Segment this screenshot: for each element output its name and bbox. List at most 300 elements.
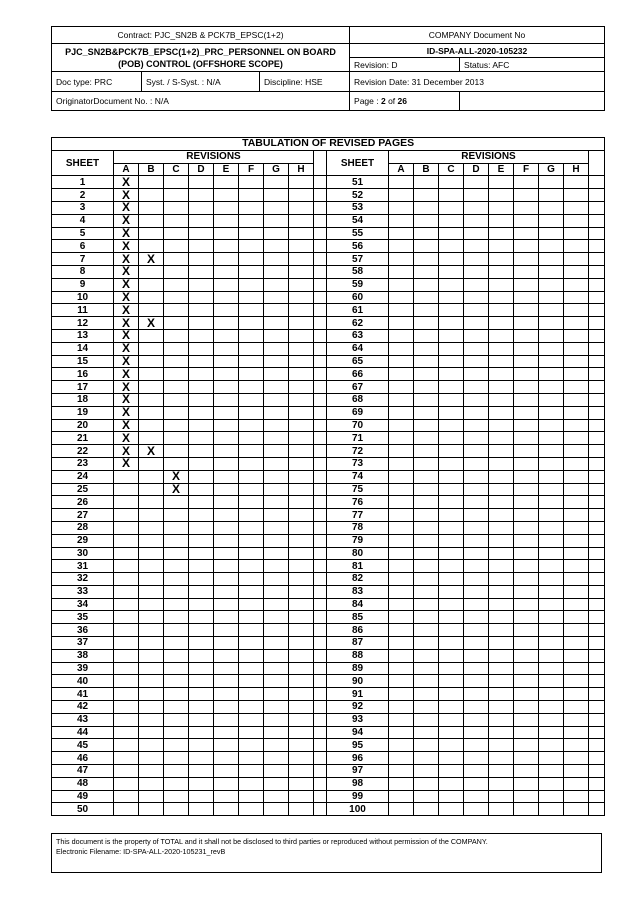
revision-cell [514, 560, 539, 573]
revision-cell [464, 227, 489, 240]
revision-cell [239, 432, 264, 445]
spacer-cell [314, 726, 327, 739]
revision-cell [439, 253, 464, 266]
revision-cell [514, 393, 539, 406]
revision-cell [489, 675, 514, 688]
revision-cell [564, 368, 589, 381]
revision-cell [414, 355, 439, 368]
spacer-cell [589, 419, 605, 432]
revision-cell [464, 547, 489, 560]
revision-cell [514, 521, 539, 534]
sheet-number: 62 [327, 317, 389, 330]
sheet-number: 39 [52, 662, 114, 675]
revision-cell [564, 573, 589, 586]
revision-cell [139, 560, 164, 573]
revision-cell [414, 598, 439, 611]
revision-cell [564, 214, 589, 227]
revision-cell [539, 381, 564, 394]
revision-cell [239, 547, 264, 560]
sheet-number: 93 [327, 713, 389, 726]
revision-cell [514, 432, 539, 445]
revision-cell [189, 598, 214, 611]
spacer-cell [589, 214, 605, 227]
revision-cell [414, 726, 439, 739]
revision-cell [164, 688, 189, 701]
spacer-cell [314, 688, 327, 701]
sheet-number: 85 [327, 611, 389, 624]
revision-cell [539, 611, 564, 624]
revision-cell [164, 445, 189, 458]
revision-cell [514, 739, 539, 752]
table-row [52, 291, 605, 304]
revision-cell [214, 573, 239, 586]
revision-cell [289, 291, 314, 304]
sheet-number: 97 [327, 765, 389, 778]
revision-cell [114, 573, 139, 586]
revision-cell [139, 265, 164, 278]
revision-column-h-left: H [289, 163, 314, 176]
revision-cell [389, 701, 414, 714]
revision-cell [464, 240, 489, 253]
revision-cell [389, 790, 414, 803]
revision-cell [239, 662, 264, 675]
revision-cell [439, 739, 464, 752]
table-row [52, 701, 605, 714]
revision-cell [389, 470, 414, 483]
revision-cell [264, 726, 289, 739]
revision-cell [514, 701, 539, 714]
revision-cell [189, 432, 214, 445]
document-title: PJC_SN2B&PCK7B_EPSC(1+2)_PRC_PERSONNEL ON BOARD (POB) CONTROL (OFFSHORE SCOPE) [52, 44, 350, 72]
revision-cell [214, 227, 239, 240]
revision-cell [489, 701, 514, 714]
revision-column-f-right: F [514, 163, 539, 176]
revision-cell [289, 432, 314, 445]
revision-cell [464, 560, 489, 573]
revision-cell [214, 470, 239, 483]
revision-cell [289, 227, 314, 240]
revision-cell [289, 534, 314, 547]
revision-cell [439, 649, 464, 662]
table-row [52, 445, 605, 458]
revision-cell [214, 637, 239, 650]
sheet-number: 65 [327, 355, 389, 368]
revision-cell [264, 483, 289, 496]
revision-cell [539, 534, 564, 547]
revision-cell [539, 585, 564, 598]
revision-cell [164, 291, 189, 304]
revision-cell [239, 573, 264, 586]
revision-cell [214, 265, 239, 278]
revision-cell [239, 176, 264, 189]
revision-cell [164, 765, 189, 778]
sheet-number: 24 [52, 470, 114, 483]
revision-cell [464, 355, 489, 368]
revision-cell [564, 176, 589, 189]
revision-cell [164, 189, 189, 202]
revision-cell [239, 419, 264, 432]
sheet-number: 47 [52, 765, 114, 778]
spacer-cell [589, 803, 605, 816]
spacer-cell [589, 368, 605, 381]
revision-cell [264, 470, 289, 483]
revision-cell [139, 585, 164, 598]
revision-cell [264, 598, 289, 611]
revision-cell [564, 534, 589, 547]
revision-cell [464, 329, 489, 342]
revision-cell [539, 432, 564, 445]
revision-cell [414, 419, 439, 432]
table-row [52, 457, 605, 470]
revision-cell [214, 765, 239, 778]
revision-cell [489, 432, 514, 445]
revision-cell [389, 342, 414, 355]
revision-cell [489, 227, 514, 240]
revision-cell [539, 739, 564, 752]
revision-cell [214, 214, 239, 227]
revision-cell [489, 176, 514, 189]
sheet-number: 87 [327, 637, 389, 650]
spacer-cell [314, 509, 327, 522]
revision-cell [564, 278, 589, 291]
sheet-number: 69 [327, 406, 389, 419]
revision-cell [289, 509, 314, 522]
doc-type-field: Doc type: PRC [52, 72, 142, 92]
revision-cell [414, 662, 439, 675]
revision-cell [214, 803, 239, 816]
sheet-number: 29 [52, 534, 114, 547]
revision-cell [264, 304, 289, 317]
table-row [52, 649, 605, 662]
revision-cell [289, 765, 314, 778]
revision-cell [264, 329, 289, 342]
revision-mark: X [114, 253, 139, 266]
sheet-number: 80 [327, 547, 389, 560]
revision-cell [564, 598, 589, 611]
document-number: ID-SPA-ALL-2020-105232 [350, 44, 605, 58]
status-field: Status: AFC [460, 58, 605, 72]
sheet-number: 72 [327, 445, 389, 458]
sheet-number: 8 [52, 265, 114, 278]
table-row [52, 713, 605, 726]
revision-cell [439, 611, 464, 624]
table-row [52, 483, 605, 496]
spacer-cell [589, 662, 605, 675]
revision-cell [564, 752, 589, 765]
revision-cell [189, 329, 214, 342]
revision-cell [414, 765, 439, 778]
revision-cell [389, 214, 414, 227]
revision-cell [439, 317, 464, 330]
revision-mark: X [114, 176, 139, 189]
revision-cell [564, 457, 589, 470]
revision-cell [114, 701, 139, 714]
sheet-number: 82 [327, 573, 389, 586]
revision-cell [514, 611, 539, 624]
revision-cell [464, 214, 489, 227]
revision-cell [189, 713, 214, 726]
revision-cell [289, 329, 314, 342]
revision-cell [214, 406, 239, 419]
revision-cell [414, 701, 439, 714]
revision-cell [464, 611, 489, 624]
revision-cell [564, 777, 589, 790]
revision-cell [289, 214, 314, 227]
revision-mark: X [114, 227, 139, 240]
revision-cell [489, 560, 514, 573]
revision-cell [389, 547, 414, 560]
revision-cell [239, 701, 264, 714]
revision-cell [489, 509, 514, 522]
sheet-number: 18 [52, 393, 114, 406]
revision-cell [164, 304, 189, 317]
revision-mark: X [114, 201, 139, 214]
revision-cell [439, 457, 464, 470]
sheet-number: 75 [327, 483, 389, 496]
revision-cell [214, 496, 239, 509]
revision-cell [489, 240, 514, 253]
revision-cell [264, 688, 289, 701]
revision-cell [139, 419, 164, 432]
sheet-number: 88 [327, 649, 389, 662]
spacer-cell [314, 393, 327, 406]
revision-cell [539, 573, 564, 586]
sheet-number: 92 [327, 701, 389, 714]
sheet-number: 14 [52, 342, 114, 355]
revision-cell [289, 419, 314, 432]
sheet-number: 41 [52, 688, 114, 701]
revision-cell [114, 585, 139, 598]
revision-cell [414, 393, 439, 406]
revision-cell [389, 637, 414, 650]
revision-cell [139, 649, 164, 662]
spacer-cell [589, 726, 605, 739]
revision-cell [164, 573, 189, 586]
revision-cell [289, 560, 314, 573]
revision-date-field: Revision Date: 31 December 2013 [350, 72, 605, 92]
sheet-number: 76 [327, 496, 389, 509]
revision-cell [264, 278, 289, 291]
revision-cell [389, 649, 414, 662]
table-row [52, 790, 605, 803]
table-row [52, 176, 605, 189]
revision-cell [114, 521, 139, 534]
revision-cell [239, 688, 264, 701]
table-row [52, 752, 605, 765]
revision-cell [564, 189, 589, 202]
revision-cell [464, 675, 489, 688]
revision-cell [139, 637, 164, 650]
revision-cell [164, 637, 189, 650]
sheet-number: 70 [327, 419, 389, 432]
spacer-cell [314, 521, 327, 534]
revision-cell [389, 240, 414, 253]
revision-cell [389, 662, 414, 675]
revision-mark: X [114, 445, 139, 458]
revision-cell [164, 393, 189, 406]
revision-mark: X [114, 368, 139, 381]
revision-cell [564, 701, 589, 714]
revision-cell [289, 393, 314, 406]
revision-cell [114, 598, 139, 611]
sheet-number: 19 [52, 406, 114, 419]
sheet-number: 6 [52, 240, 114, 253]
spacer-cell [314, 496, 327, 509]
revision-cell [264, 739, 289, 752]
revision-column-a-right: A [389, 163, 414, 176]
revision-cell [464, 304, 489, 317]
revision-cell [114, 739, 139, 752]
revision-cell [289, 598, 314, 611]
revision-cell [214, 675, 239, 688]
revision-cell [239, 317, 264, 330]
revision-cell [389, 560, 414, 573]
revision-mark: X [139, 317, 164, 330]
revision-cell [239, 457, 264, 470]
revision-cell [239, 265, 264, 278]
revision-cell [189, 253, 214, 266]
revision-cell [214, 189, 239, 202]
revision-cell [414, 483, 439, 496]
revision-cell [439, 547, 464, 560]
spacer-cell [589, 201, 605, 214]
revision-cell [189, 752, 214, 765]
revision-cell [489, 598, 514, 611]
sheet-number: 34 [52, 598, 114, 611]
revision-cell [164, 585, 189, 598]
revision-cell [164, 201, 189, 214]
revision-cell [139, 291, 164, 304]
revision-cell [414, 304, 439, 317]
revision-cell [539, 547, 564, 560]
revision-cell [464, 278, 489, 291]
spacer-cell [314, 265, 327, 278]
revision-cell [189, 189, 214, 202]
revision-cell [389, 291, 414, 304]
revision-cell [189, 278, 214, 291]
revision-cell [514, 176, 539, 189]
revision-cell [189, 777, 214, 790]
revision-cell [214, 726, 239, 739]
sheet-number: 10 [52, 291, 114, 304]
revision-cell [139, 611, 164, 624]
spacer-cell [589, 649, 605, 662]
revision-cell [189, 483, 214, 496]
revision-cell [439, 304, 464, 317]
revision-cell [189, 265, 214, 278]
table-row [52, 227, 605, 240]
revision-cell [514, 253, 539, 266]
revision-cell [514, 765, 539, 778]
sheet-number: 9 [52, 278, 114, 291]
revision-cell [489, 253, 514, 266]
revision-cell [489, 355, 514, 368]
revision-mark: X [114, 189, 139, 202]
revision-cell [539, 470, 564, 483]
revision-cell [389, 713, 414, 726]
revision-cell [414, 317, 439, 330]
revision-cell [164, 534, 189, 547]
spacer-cell [314, 611, 327, 624]
revision-cell [189, 355, 214, 368]
revision-cell [414, 240, 439, 253]
sheet-number: 99 [327, 790, 389, 803]
sheet-number: 3 [52, 201, 114, 214]
revision-cell [439, 201, 464, 214]
revision-cell [239, 777, 264, 790]
revision-cell [414, 457, 439, 470]
sheet-number: 32 [52, 573, 114, 586]
revision-cell [289, 483, 314, 496]
revision-cell [264, 368, 289, 381]
revision-cell [189, 739, 214, 752]
revision-cell [264, 701, 289, 714]
revision-cell [514, 342, 539, 355]
sheet-number: 67 [327, 381, 389, 394]
revision-cell [214, 445, 239, 458]
revision-cell [414, 432, 439, 445]
revision-column-e-right: E [489, 163, 514, 176]
sheet-number: 45 [52, 739, 114, 752]
revision-cell [514, 368, 539, 381]
table-row [52, 726, 605, 739]
sheet-number: 89 [327, 662, 389, 675]
revision-cell [514, 329, 539, 342]
company-doc-label: COMPANY Document No [350, 27, 605, 44]
revision-cell [114, 611, 139, 624]
revision-cell [539, 368, 564, 381]
revision-column-d-left: D [189, 163, 214, 176]
spacer-cell [589, 713, 605, 726]
revision-cell [389, 496, 414, 509]
revision-cell [414, 381, 439, 394]
revision-cell [539, 777, 564, 790]
sheet-number: 22 [52, 445, 114, 458]
revision-cell [239, 560, 264, 573]
table-row [52, 278, 605, 291]
revision-cell [439, 265, 464, 278]
table-row [52, 611, 605, 624]
revision-cell [489, 496, 514, 509]
spacer-cell [314, 637, 327, 650]
revision-cell [464, 739, 489, 752]
sheet-number: 50 [52, 803, 114, 816]
revision-cell [514, 675, 539, 688]
revision-cell [414, 368, 439, 381]
revision-cell [214, 688, 239, 701]
table-row [52, 739, 605, 752]
table-row [52, 317, 605, 330]
spacer-cell [314, 483, 327, 496]
sheet-number: 48 [52, 777, 114, 790]
revision-cell [289, 790, 314, 803]
sheet-number: 94 [327, 726, 389, 739]
revision-cell [189, 227, 214, 240]
spacer-cell [589, 765, 605, 778]
revision-cell [139, 304, 164, 317]
revision-cell [264, 214, 289, 227]
revision-cell [514, 240, 539, 253]
revision-cell [489, 611, 514, 624]
revision-cell [139, 176, 164, 189]
revision-cell [539, 393, 564, 406]
sheet-header-left: SHEET [52, 150, 114, 176]
revision-cell [439, 573, 464, 586]
sheet-number: 7 [52, 253, 114, 266]
revision-cell [414, 573, 439, 586]
revision-cell [114, 560, 139, 573]
revision-cell [414, 496, 439, 509]
